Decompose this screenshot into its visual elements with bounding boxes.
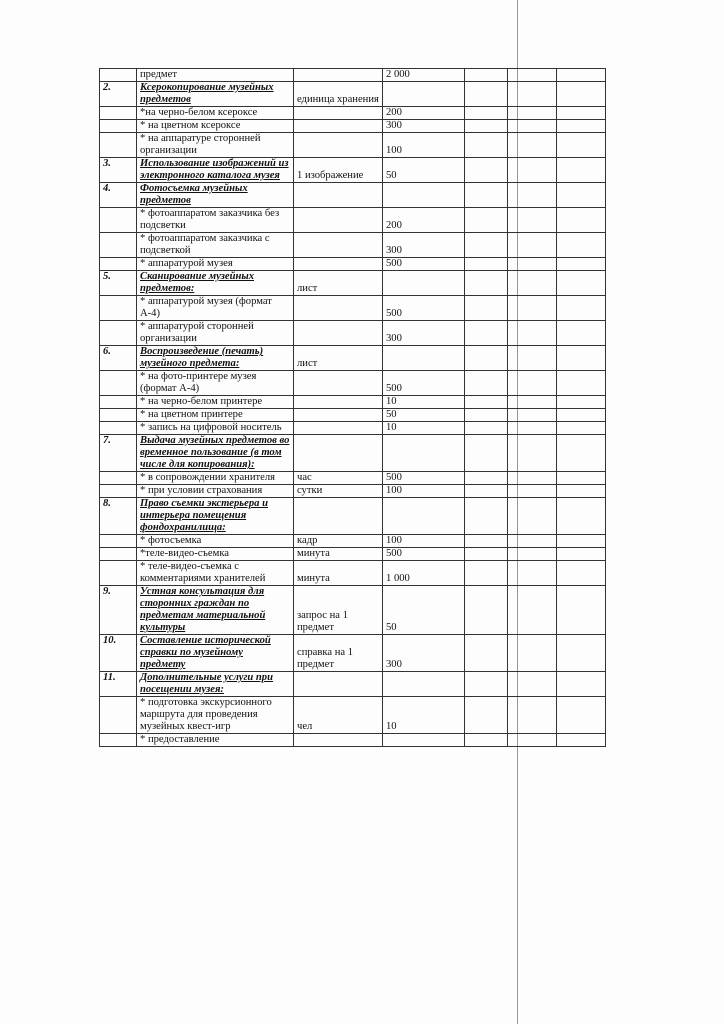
empty-cell xyxy=(508,208,557,233)
unit-cell xyxy=(294,672,383,697)
unit-cell: кадр xyxy=(294,535,383,548)
empty-cell xyxy=(557,120,606,133)
unit-cell: справка на 1 предмет xyxy=(294,635,383,672)
table-row xyxy=(100,233,606,258)
row-number: 7. xyxy=(100,435,137,472)
empty-cell xyxy=(508,635,557,672)
unit-cell xyxy=(294,396,383,409)
price-cell: 100 xyxy=(383,133,465,158)
empty-cell xyxy=(508,107,557,120)
empty-cell xyxy=(465,435,508,472)
unit-cell: минута xyxy=(294,561,383,586)
unit-cell xyxy=(294,233,383,258)
price-cell: 200 xyxy=(383,208,465,233)
row-number xyxy=(100,409,137,422)
price-cell: 100 xyxy=(383,535,465,548)
empty-cell xyxy=(508,233,557,258)
row-number xyxy=(100,296,137,321)
row-number xyxy=(100,472,137,485)
empty-cell xyxy=(557,485,606,498)
empty-cell xyxy=(508,296,557,321)
service-name: Выдача музейных предметов во временное пользование (в том числе для копирования): xyxy=(137,435,294,472)
empty-cell xyxy=(465,409,508,422)
price-cell: 2 000 xyxy=(383,69,465,82)
price-cell: 300 xyxy=(383,635,465,672)
empty-cell xyxy=(557,133,606,158)
empty-cell xyxy=(465,82,508,107)
empty-cell xyxy=(508,697,557,734)
table-row xyxy=(100,734,606,747)
service-name: * на цветном ксероксе xyxy=(137,120,294,133)
empty-cell xyxy=(465,183,508,208)
row-number xyxy=(100,107,137,120)
empty-cell xyxy=(508,435,557,472)
empty-cell xyxy=(508,586,557,635)
price-list-body xyxy=(100,69,606,747)
empty-cell xyxy=(508,69,557,82)
row-number: 9. xyxy=(100,586,137,635)
price-cell: 100 xyxy=(383,485,465,498)
price-cell: 10 xyxy=(383,396,465,409)
table-row xyxy=(100,498,606,535)
empty-cell xyxy=(557,409,606,422)
row-number: 6. xyxy=(100,346,137,371)
unit-cell: сутки xyxy=(294,485,383,498)
row-number xyxy=(100,422,137,435)
unit-cell: час xyxy=(294,472,383,485)
price-cell: 500 xyxy=(383,548,465,561)
empty-cell xyxy=(508,133,557,158)
unit-cell xyxy=(294,69,383,82)
price-cell xyxy=(383,82,465,107)
table-row xyxy=(100,422,606,435)
empty-cell xyxy=(557,435,606,472)
empty-cell xyxy=(465,133,508,158)
price-cell: 300 xyxy=(383,321,465,346)
empty-cell xyxy=(465,586,508,635)
empty-cell xyxy=(465,548,508,561)
service-name: Устная консультация для сторонних граждан по предметам материальной культуры xyxy=(137,586,294,635)
table-row xyxy=(100,183,606,208)
table-row xyxy=(100,321,606,346)
empty-cell xyxy=(508,396,557,409)
empty-cell xyxy=(557,734,606,747)
service-name: * аппаратурой музея xyxy=(137,258,294,271)
empty-cell xyxy=(465,422,508,435)
unit-cell: минута xyxy=(294,548,383,561)
table-row xyxy=(100,133,606,158)
unit-cell: лист xyxy=(294,346,383,371)
empty-cell xyxy=(557,107,606,120)
empty-cell xyxy=(465,498,508,535)
unit-cell xyxy=(294,258,383,271)
empty-cell xyxy=(557,586,606,635)
empty-cell xyxy=(465,371,508,396)
empty-cell xyxy=(508,472,557,485)
price-cell: 1 000 xyxy=(383,561,465,586)
empty-cell xyxy=(508,561,557,586)
price-cell: 200 xyxy=(383,107,465,120)
price-cell: 300 xyxy=(383,233,465,258)
row-number xyxy=(100,120,137,133)
empty-cell xyxy=(465,396,508,409)
empty-cell xyxy=(557,208,606,233)
empty-cell xyxy=(508,371,557,396)
service-name: Дополнительные услуги при посещении музея: xyxy=(137,672,294,697)
empty-cell xyxy=(557,346,606,371)
empty-cell xyxy=(465,635,508,672)
table-row xyxy=(100,435,606,472)
row-number xyxy=(100,208,137,233)
empty-cell xyxy=(557,271,606,296)
empty-cell xyxy=(557,233,606,258)
price-cell xyxy=(383,435,465,472)
table-row xyxy=(100,485,606,498)
unit-cell xyxy=(294,133,383,158)
empty-cell xyxy=(465,734,508,747)
empty-cell xyxy=(557,371,606,396)
unit-cell xyxy=(294,107,383,120)
table-row xyxy=(100,472,606,485)
row-number xyxy=(100,548,137,561)
unit-cell xyxy=(294,435,383,472)
empty-cell xyxy=(508,485,557,498)
empty-cell xyxy=(557,183,606,208)
table-row xyxy=(100,409,606,422)
table-row xyxy=(100,296,606,321)
price-cell xyxy=(383,271,465,296)
table-row xyxy=(100,271,606,296)
empty-cell xyxy=(465,208,508,233)
row-number: 8. xyxy=(100,498,137,535)
empty-cell xyxy=(557,422,606,435)
row-number xyxy=(100,69,137,82)
empty-cell xyxy=(557,548,606,561)
empty-cell xyxy=(508,535,557,548)
table-row xyxy=(100,346,606,371)
service-name: * на аппаратуре сторонней организации xyxy=(137,133,294,158)
empty-cell xyxy=(557,82,606,107)
row-number xyxy=(100,734,137,747)
empty-cell xyxy=(557,69,606,82)
price-cell: 500 xyxy=(383,296,465,321)
unit-cell xyxy=(294,296,383,321)
table-row xyxy=(100,69,606,82)
price-list-table xyxy=(99,68,606,747)
table-row xyxy=(100,535,606,548)
row-number xyxy=(100,233,137,258)
table-row xyxy=(100,107,606,120)
service-name: * предоставление xyxy=(137,734,294,747)
table-row xyxy=(100,208,606,233)
service-name: предмет xyxy=(137,69,294,82)
empty-cell xyxy=(557,321,606,346)
empty-cell xyxy=(557,296,606,321)
empty-cell xyxy=(465,472,508,485)
price-cell: 50 xyxy=(383,409,465,422)
empty-cell xyxy=(465,69,508,82)
table-row xyxy=(100,561,606,586)
price-cell: 500 xyxy=(383,472,465,485)
price-cell: 10 xyxy=(383,697,465,734)
empty-cell xyxy=(465,258,508,271)
table-row xyxy=(100,672,606,697)
price-cell xyxy=(383,734,465,747)
service-name: * при условии страхования xyxy=(137,485,294,498)
service-name: * в сопровождении хранителя xyxy=(137,472,294,485)
table-row xyxy=(100,371,606,396)
row-number xyxy=(100,371,137,396)
unit-cell xyxy=(294,498,383,535)
empty-cell xyxy=(508,548,557,561)
price-cell xyxy=(383,498,465,535)
table-row xyxy=(100,158,606,183)
empty-cell xyxy=(465,535,508,548)
service-name: * аппаратурой сторонней организации xyxy=(137,321,294,346)
empty-cell xyxy=(508,422,557,435)
empty-cell xyxy=(465,485,508,498)
empty-cell xyxy=(508,120,557,133)
price-cell xyxy=(383,672,465,697)
row-number xyxy=(100,258,137,271)
service-name: * фотоаппаратом заказчика без подсветки xyxy=(137,208,294,233)
empty-cell xyxy=(508,271,557,296)
row-number: 4. xyxy=(100,183,137,208)
empty-cell xyxy=(508,158,557,183)
unit-cell: единица хранения xyxy=(294,82,383,107)
service-name: Использование изображений из электронного каталога музея xyxy=(137,158,294,183)
empty-cell xyxy=(557,535,606,548)
row-number xyxy=(100,396,137,409)
unit-cell xyxy=(294,208,383,233)
empty-cell xyxy=(465,672,508,697)
service-name: *теле-видео-съемка xyxy=(137,548,294,561)
unit-cell xyxy=(294,120,383,133)
service-name: Сканирование музейных предметов: xyxy=(137,271,294,296)
price-cell: 50 xyxy=(383,586,465,635)
empty-cell xyxy=(465,107,508,120)
service-name: * теле-видео-съемка с комментариями хранителей xyxy=(137,561,294,586)
table-row xyxy=(100,635,606,672)
price-cell xyxy=(383,346,465,371)
empty-cell xyxy=(557,472,606,485)
unit-cell: лист xyxy=(294,271,383,296)
empty-cell xyxy=(508,183,557,208)
unit-cell xyxy=(294,734,383,747)
row-number xyxy=(100,535,137,548)
empty-cell xyxy=(557,158,606,183)
service-name: * подготовка экскурсионного маршрута для проведения музейных квест-игр xyxy=(137,697,294,734)
row-number: 2. xyxy=(100,82,137,107)
empty-cell xyxy=(508,346,557,371)
empty-cell xyxy=(465,120,508,133)
empty-cell xyxy=(508,409,557,422)
empty-cell xyxy=(465,233,508,258)
table-row xyxy=(100,396,606,409)
price-cell xyxy=(383,183,465,208)
price-cell: 50 xyxy=(383,158,465,183)
service-name: *на черно-белом ксероксе xyxy=(137,107,294,120)
row-number: 3. xyxy=(100,158,137,183)
row-number xyxy=(100,485,137,498)
service-name: Составление исторической справки по музейному предмету xyxy=(137,635,294,672)
empty-cell xyxy=(465,296,508,321)
empty-cell xyxy=(557,635,606,672)
table-row xyxy=(100,697,606,734)
empty-cell xyxy=(508,321,557,346)
empty-cell xyxy=(508,498,557,535)
unit-cell xyxy=(294,321,383,346)
unit-cell: 1 изображение xyxy=(294,158,383,183)
empty-cell xyxy=(557,672,606,697)
service-name: Право съемки экстерьера и интерьера помещения фондохранилища: xyxy=(137,498,294,535)
row-number xyxy=(100,133,137,158)
service-name: * на черно-белом принтере xyxy=(137,396,294,409)
unit-cell xyxy=(294,422,383,435)
table-row xyxy=(100,258,606,271)
empty-cell xyxy=(465,271,508,296)
unit-cell: чел xyxy=(294,697,383,734)
service-name: * аппаратурой музея (формат А-4) xyxy=(137,296,294,321)
unit-cell: запрос на 1 предмет xyxy=(294,586,383,635)
row-number xyxy=(100,697,137,734)
service-name: * на цветном принтере xyxy=(137,409,294,422)
unit-cell xyxy=(294,183,383,208)
service-name: * на фото-принтере музея (формат А-4) xyxy=(137,371,294,396)
service-name: Фотосъемка музейных предметов xyxy=(137,183,294,208)
empty-cell xyxy=(465,346,508,371)
empty-cell xyxy=(557,697,606,734)
table-row xyxy=(100,82,606,107)
service-name: * запись на цифровой носитель xyxy=(137,422,294,435)
price-cell: 500 xyxy=(383,258,465,271)
service-name: * фотосъемка xyxy=(137,535,294,548)
empty-cell xyxy=(508,672,557,697)
empty-cell xyxy=(557,396,606,409)
empty-cell xyxy=(508,82,557,107)
empty-cell xyxy=(465,321,508,346)
row-number xyxy=(100,321,137,346)
row-number xyxy=(100,561,137,586)
table-row xyxy=(100,586,606,635)
unit-cell xyxy=(294,409,383,422)
table-row xyxy=(100,120,606,133)
empty-cell xyxy=(557,258,606,271)
price-cell: 500 xyxy=(383,371,465,396)
row-number: 5. xyxy=(100,271,137,296)
empty-cell xyxy=(557,498,606,535)
service-name: Ксерокопирование музейных предметов xyxy=(137,82,294,107)
empty-cell xyxy=(557,561,606,586)
empty-cell xyxy=(465,158,508,183)
service-name: * фотоаппаратом заказчика с подсветкой xyxy=(137,233,294,258)
empty-cell xyxy=(508,258,557,271)
row-number: 11. xyxy=(100,672,137,697)
price-cell: 10 xyxy=(383,422,465,435)
table-row xyxy=(100,548,606,561)
unit-cell xyxy=(294,371,383,396)
price-cell: 300 xyxy=(383,120,465,133)
service-name: Воспроизведение (печать) музейного предмета: xyxy=(137,346,294,371)
row-number: 10. xyxy=(100,635,137,672)
empty-cell xyxy=(465,561,508,586)
empty-cell xyxy=(508,734,557,747)
empty-cell xyxy=(465,697,508,734)
